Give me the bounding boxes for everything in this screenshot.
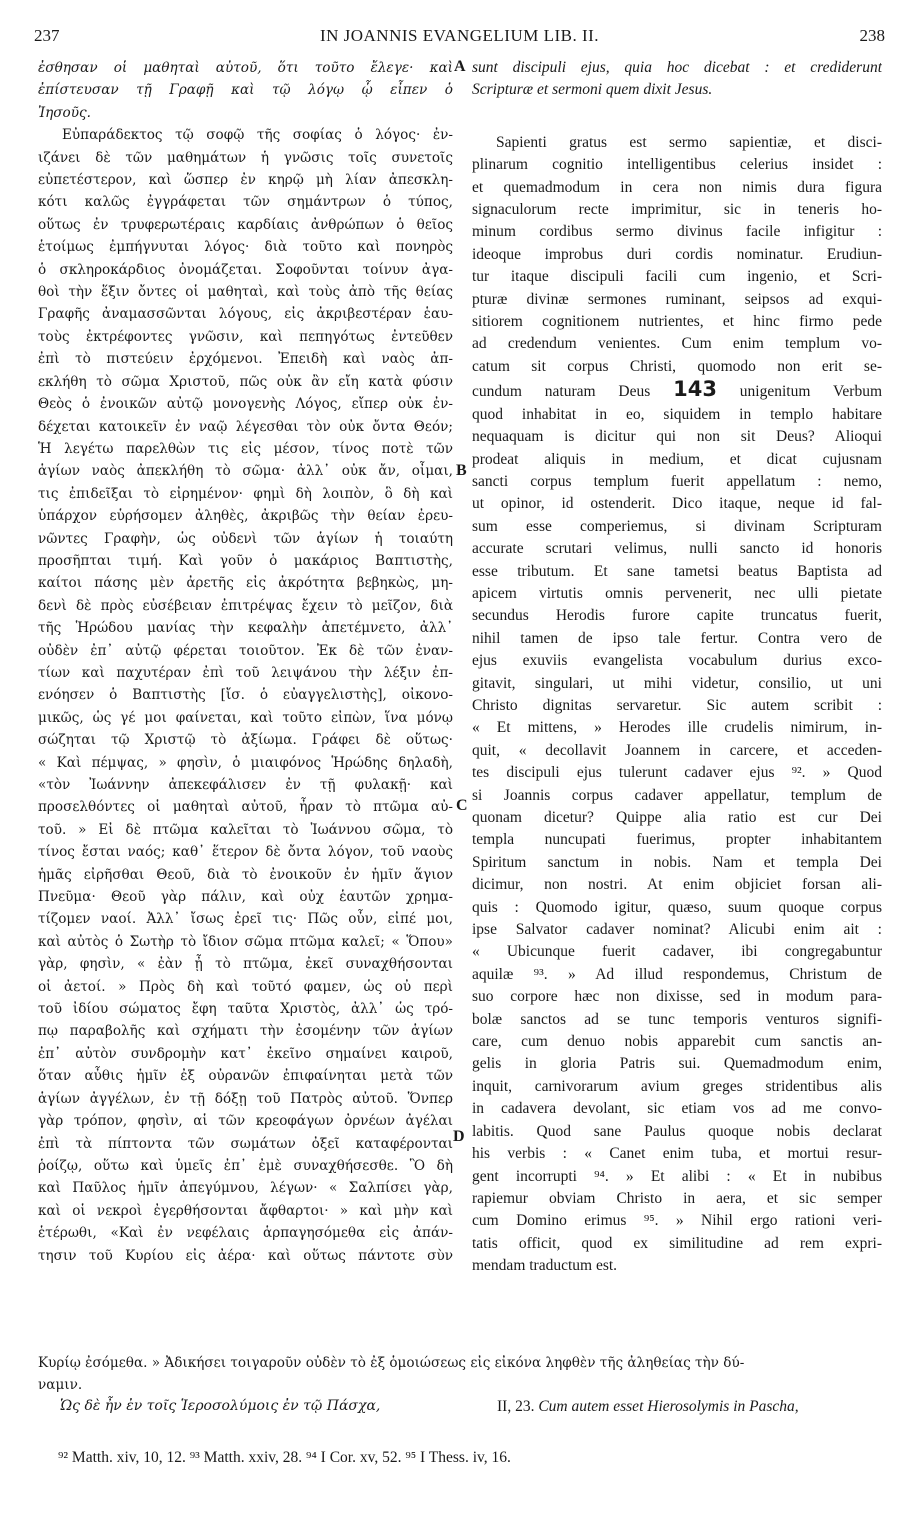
latin-line: sancti corpus templum fuerit appellatum : nemo, — [472, 472, 882, 490]
greek-line: ἐπ᾽ αὐτὸν συνδρομὴν κατ᾽ ἐκεῖνο σημαίνει καιροῦ, — [38, 1045, 453, 1062]
greek-line: δενὶ δὲ πρὸς εὐσέβειαν ἐπιτρέψας ἔχειν τὸ μεῖζον, διὰ — [38, 597, 453, 614]
latin-line-143-pre: cundum naturam Deus — [472, 383, 651, 401]
latin-line: « Et mittens, » Herodes ille crudelis nimirum, in- — [472, 719, 882, 737]
greek-line: οὕτως ἐν τρυφερωτέραις καρδίαις ἀνθρώπων ὁ θεῖος — [38, 216, 453, 233]
latin-line: aquilæ ⁹³. » Ad illud respondemus, Christum de — [472, 965, 882, 983]
latin-line: mendam traductum est. — [472, 1257, 618, 1275]
greek-line: Ἰησοῦς. — [38, 104, 91, 121]
latin-line: templa nuncupati fuerimus, propter inhabitantem — [472, 831, 882, 849]
greek-line: « Καὶ πέμψας, » φησὶν, ὁ μιαιφόνος Ἡρώδης δηλαδὴ, — [38, 754, 453, 771]
greek-line: ἐσθησαν οἱ μαθηταὶ αὐτοῦ, ὅτι τοῦτο ἔλεγε· καὶ — [38, 60, 453, 76]
latin-line: his verbis : « Canet enim tuba, et mortui resur- — [472, 1145, 882, 1163]
latin-line: tatis officit, quod ex similitudine ad rem expri- — [472, 1234, 882, 1252]
latin-line: plinarum cognitio intelligentibus celerius insidet : — [472, 156, 882, 174]
margin-marker-c: C — [456, 797, 468, 814]
greek-line: προσῆπται τιμή. Καὶ γοῦν ὁ μακάριος Βαπτιστὴς, — [38, 552, 453, 569]
greek-line: ὅταν αὖθις ἡμῖν ἐξ οὐρανῶν ἐπιφαίνηται μετὰ τῶν — [38, 1068, 453, 1085]
greek-line: τις ἐπιδεῖξαι τὸ εἰρημένον· φημὶ δὴ λοιπὸν, ὃ δὴ καὶ — [38, 485, 453, 502]
greek-line: ὁ σκληροκάρδιος ὀνομάζεται. Σοφοῦνται τοίνυν ἀγα- — [38, 261, 453, 278]
greek-line: εὐπετέστερον, καὶ ὥσπερ ἐν κηρῷ μὴ λίαν ἀπεσκλη- — [38, 172, 453, 189]
greek-line: γὰρ, φησὶν, « ἐὰν ᾖ τὸ πτῶμα, ἐκεῖ συναχθήσονται — [38, 956, 453, 973]
footnotes: ⁹² Matth. xiv, 10, 12. ⁹³ Matth. xxiv, 28. ⁹⁴ I Cor. xv, 52. ⁹⁵ I Thess. iv, 16. — [58, 1449, 511, 1466]
page-number-right: 238 — [859, 26, 885, 45]
latin-opening — [472, 57, 882, 102]
next-verse-greek: Ὡς δὲ ἦν ἐν τοῖς Ἱεροσολύμοις ἐν τῷ Πάσχα, — [60, 1398, 381, 1414]
greek-line: ἐπίστευσαν τῇ Γραφῇ καὶ τῷ λόγῳ ᾧ εἶπεν ὁ — [38, 82, 453, 99]
greek-line: τοῦ ἰδίου σώματος ἔφη ταῦτα Χριστὸς, ἀλλ᾽ ὡς τρό- — [38, 1001, 453, 1018]
latin-line: ideoque improbus duri cordis nominatur. Erudiun- — [472, 245, 882, 263]
margin-marker-a: A — [454, 58, 466, 75]
latin-line: care, cum denuo nobis apparebit cum sanctis an- — [472, 1033, 882, 1051]
greek-line: τησιν τοῦ Κυρίου εἰς ἀέρα· καὶ οὕτως πάντοτε σὺν — [38, 1247, 453, 1264]
latin-line: secundus Herodis furore capite truncatus fuerit, — [472, 607, 882, 625]
latin-line: tes discipuli ejus tulerunt cadaver ejus ⁹². » Quod — [472, 764, 882, 782]
greek-line: Εὐπαράδεκτος τῷ σοφῷ τῆς σοφίας ὁ λόγος· ἐν- — [62, 127, 453, 144]
full-width-line-2: ναμιν. — [38, 1377, 83, 1393]
greek-line: μικῶς, ὡς γέ μοι φαίνεται, καὶ τοῦτο εἰπὼν, ἵνα μόνῳ — [38, 709, 453, 726]
greek-line: δέχεται κατοικεῖν ἐν ναῷ λέγεσθαι τὸν οὐκ ὄντα Θεόν; — [38, 418, 453, 435]
latin-line: quod inhabitat in eo, siquidem in templo habitare — [472, 405, 882, 423]
greek-line: τίων καὶ παχυτέραν ἐπὶ τοῦ λειψάνου τὴν λέξιν ἐπ- — [38, 664, 453, 681]
page-header — [34, 26, 885, 52]
greek-line: οἱ ἀετοί. » Πρὸς δὴ καὶ τοῦτό φαμεν, ὡς οὐ περὶ — [38, 978, 453, 995]
latin-line: quis : Quomodo igitur, quæso, suum quoque corpus — [472, 898, 882, 916]
greek-line: κότι καλῶς ἐγγράφεται τῶν σημάντρων ὁ τύπος, — [38, 194, 453, 211]
latin-line: sum esse comperiemus, si divinam Scripturam — [472, 517, 882, 535]
verse-reference: II, 23. — [497, 1398, 535, 1415]
greek-line: τοῦ. » Εἰ δὲ πτῶμα καλεῖται τὸ Ἰωάννου σῶμα, τὸ — [38, 821, 453, 838]
latin-line: suo corpore hæc non dixisse, sed in modum para- — [472, 988, 882, 1006]
greek-line: καὶ αὐτὸς ὁ Σωτὴρ τὸ ἴδιον σῶμα πτῶμα καλεῖ; « Ὅπου» — [38, 933, 453, 950]
greek-line: ἑτοίμως ἐμπήγνυται λόγος· διὰ τοῦτο καὶ πονηρὸς — [38, 239, 453, 256]
latin-line-143 — [472, 378, 882, 403]
greek-line: τίζομεν ναοί. Ἀλλ᾽ ἴσως ἐρεῖ τις· Πῶς οὖν, εἰπέ μοι, — [38, 911, 453, 928]
latin-line: apicem virtutis omnis pervenerit, nec ulli pietate — [472, 584, 882, 602]
latin-line: pturæ divinæ sermones ruminant, seipsos ad exqui- — [472, 290, 882, 308]
latin-line: Sapienti gratus est sermo sapientiæ, et disci- — [496, 133, 882, 151]
greek-line: τίνος ἔσται ναός; καθ᾽ ἕτερον δὲ ὄντα λόγον, τοῦ ναοὺς — [38, 844, 453, 861]
greek-column — [38, 57, 453, 1267]
greek-line: Θεὸς ὁ ἐνοικῶν αὐτῷ μονογενὴς Λόγος, εἴπερ οὐκ ἐν- — [38, 396, 453, 413]
greek-line: ἐπὶ τὸ πιστεύειν ἐρχόμενοι. Ἐπειδὴ καὶ ναὸς ἀπ- — [38, 351, 453, 368]
full-width-greek — [38, 1352, 881, 1396]
latin-line: gent incorrupti ⁹⁴. » Et alibi : « Et in nubibus — [472, 1167, 882, 1185]
margin-marker-d: D — [453, 1128, 465, 1145]
latin-line: quonam dicetur? Quippe alia ratio est cur Dei — [472, 809, 882, 826]
greek-line: Ἡ λεγέτω παρελθὼν τις εἰς μέσον, τίνος ποτὲ τῶν — [38, 440, 453, 457]
greek-line: καίτοι πάσης μὲν ἀρετῆς εἰς ἀκρότητα βεβηκὼς, μη- — [38, 575, 453, 592]
page-number-left: 237 — [34, 26, 60, 45]
latin-paragraph-part-2 — [472, 404, 882, 1278]
latin-line: quit, « decollavit Joannem in carcere, et acceden- — [472, 741, 882, 759]
latin-line: dicimur, non nostri. At enim objiciet forsan ali- — [472, 876, 882, 894]
latin-line: inquit, carnivorarum avium greges stridentibus alis — [472, 1077, 882, 1095]
greek-line: ἁγίων ἀγγέλων, ἐν τῇ δόξῃ τοῦ Πατρὸς αὐτοῦ. Ὅνπερ — [38, 1090, 453, 1107]
greek-line: θοὶ τὴν ἕξιν ὄντες οἱ μαθηταὶ, καὶ τοὺς ἀπὸ τῆς θείας — [38, 284, 453, 301]
greek-line: καὶ Παῦλος ἡμῖν ἀπεγύμνου, λέγων· « Σαλπίσει γὰρ, — [38, 1180, 453, 1197]
latin-line: gitavit, singulari, ut mihi videtur, consilio, ut uni — [472, 674, 882, 692]
greek-line: ὑπάρχον εὑρήσομεν ἀληθὲς, ἀκριβῶς τὴν θείαν ἐρευ- — [38, 508, 453, 525]
latin-line: signaculorum recte imprimitur, sic in teneris ho- — [472, 201, 882, 219]
latin-line: ut opinor, id ostenderit. Dico itaque, neque id fal- — [472, 495, 882, 513]
greek-line: ιζάνει δὲ τῶν μαθημάτων ἡ γνῶσις τοῖς συνετοῖς — [38, 149, 453, 166]
latin-line: accurate scrutari velimus, nulli sancto id honoris — [472, 540, 882, 558]
latin-column — [472, 57, 882, 1278]
greek-line: ῥοίζῳ, οὕτω καὶ ὑμεῖς ἐπ᾽ ἐμὲ συναχθήσεσθε. Ὃ δὴ — [38, 1157, 453, 1174]
latin-line: nihil tamen de ipso tale fertur. Contra vero de — [472, 629, 882, 647]
full-width-line-1: Κυρίῳ ἐσόμεθα. » Ἀδικήσει τοιγαροῦν οὐδὲν τὸ ἐξ ὁμοιώσεως εἰς εἰκόνα ληφθὲν τῆς ἀληθείας τὴν δύ- — [38, 1355, 745, 1371]
greek-line: ἐπὶ τὰ πίπτοντα τῶν σωμάτων ὀξεῖ καταφέρονται — [38, 1135, 453, 1152]
latin-paragraph-part-1 — [472, 132, 882, 378]
greek-line: ἑτέρωθι, «Καὶ ἐν νεφέλαις ἁρπαγησόμεθα εἰς ἀπάν- — [38, 1225, 453, 1242]
greek-line: Γραφῆς ἀναμασσῶνται λόγους, εἰς ἀκριβεστέραν ἑαυ- — [38, 306, 453, 323]
next-verse-latin — [497, 1398, 799, 1416]
latin-line: nequaquam is dicitur qui non sit Deus? Alioqui — [472, 428, 882, 446]
latin-line: ejus exuviis evangelista vocabulum durius exco- — [472, 652, 882, 670]
latin-line: labitis. Quod sane Paulus quoque nobis declarat — [472, 1122, 882, 1140]
greek-line: σώζηται τῷ Χριστῷ τὸ ἀξίωμα. Γράφει δὲ οὕτως· — [38, 732, 453, 749]
latin-line: Scripturæ et sermoni quem dixit Jesus. — [472, 81, 713, 99]
latin-line: Christo dignitas servaretur. Sic autem scribit : — [472, 696, 882, 714]
latin-line: ipse Salvator cadaver nominat? Alicubi enim ait : — [472, 921, 882, 939]
greek-line: ἡμᾶς εἰρῆσθαι Θεοῦ, διὰ τὸ ἐνοικοῦν ἐν ἡμῖν ἅγιον — [38, 866, 453, 883]
margin-marker-b: B — [456, 462, 467, 479]
greek-line: τῆς Ἡρώδου μανίας τὴν κεφαλὴν ἀπετέμνετο, ἀλλ᾽ — [38, 620, 453, 637]
latin-line: sunt discipuli ejus, quia hoc dicebat : et crediderunt — [472, 59, 882, 76]
greek-line: τοὺς ἐκτρέφοντες γνῶσιν, καὶ πεπηγότως ἐντεῦθεν — [38, 328, 453, 345]
latin-line: prodeat aliquis in medium, et dicat cujusnam — [472, 450, 882, 468]
latin-line: rapiemur obviam Christo in aera, et sic semper — [472, 1189, 882, 1207]
latin-line: gelis in gloria Patris sui. Quemadmodum enim, — [472, 1055, 882, 1073]
latin-line: catum sit corpus Christi, quomodo non erit se- — [472, 357, 882, 375]
latin-line: sitiorem cognitionem nutrientes, et hinc firmo pede — [472, 313, 882, 331]
latin-line: cum Domino erimus ⁹⁵. » Nihil ergo rationi veri- — [472, 1212, 882, 1230]
greek-line: Πνεῦμα· Θεοῦ γὰρ πάλιν, καὶ οὐχ ἑαυτῶν χρημα- — [38, 889, 453, 906]
greek-line: πῳ παραβολῆς καὶ σχήματι τὴν ἐσομένην τῶν ἁγίων — [38, 1023, 453, 1040]
greek-line: ἁγίων ναὸς ἀπεκλήθη τὸ σῶμα· ἀλλ᾽ οὐκ ἄν, οἶμαι, — [38, 463, 453, 480]
column-number-143: 143 — [673, 378, 717, 402]
latin-line: et quemadmodum in cera non nimis dura figura — [472, 178, 882, 196]
latin-line: « Ubicunque fuerit cadaver, ibi congregabuntur — [472, 943, 882, 961]
latin-line: in cadavera devolant, sic etiam vos ad me convo- — [472, 1100, 882, 1118]
greek-line: καὶ οἱ νεκροὶ ἐγερθήσονται ἄφθαρτοι· » καὶ μὴν καὶ — [38, 1202, 453, 1219]
greek-line: νῶντες Γραφὴν, ὡς οὐδενὶ τῶν ἁγίων ἡ τοιαύτη — [38, 530, 453, 547]
latin-line: esse tributum. Et sane tametsi beatus Baptista ad — [472, 562, 882, 580]
greek-line: ενόησεν ὁ Βαπτιστὴς [ἴσ. ὁ εὐαγγελιστὴς], οἰκονο- — [38, 687, 453, 704]
latin-line: si Joannis corpus cadaver appellatur, templum de — [472, 786, 882, 804]
running-title: IN JOANNIS EVANGELIUM LIB. II. — [319, 26, 600, 45]
latin-line: bolæ sanctos ad se tunc temporis venturos signifi- — [472, 1010, 882, 1028]
latin-line-143-post: unigenitum Verbum — [739, 383, 882, 401]
latin-line: tur itaque discipuli facili cum ingenio, et Scri- — [472, 268, 882, 286]
paragraph-gap — [472, 102, 882, 132]
greek-line: οὐδὲν ἐπ᾽ αὐτῷ φέρεται τοιοῦτον. Ἐκ δὲ τῶν ἐναν- — [38, 642, 453, 659]
latin-line: minum cordibus sermo divinus facile infigitur : — [472, 223, 882, 241]
latin-line: Spiritum sanctum in nobis. Nam et templa Dei — [472, 853, 882, 871]
latin-line: ad credendum venientes. Cum enim templum vo- — [472, 335, 882, 353]
greek-line: εκλήθη τὸ σῶμα Χριστοῦ, πῶς οὐκ ἂν εἴη κατὰ φύσιν — [38, 373, 453, 390]
verse-latin-text: Cum autem esset Hierosolymis in Pascha, — [538, 1398, 799, 1415]
greek-line: γὰρ τρόπον, φησὶν, αἱ τῶν κρεοφάγων ὀρνέων ἀγέλαι — [38, 1113, 453, 1130]
greek-line: «τὸν Ἰωάννην ἀπεκεφάλισεν ἐν τῇ φυλακῇ· καὶ — [38, 777, 453, 793]
greek-line: προσελθόντες οἱ μαθηταὶ αὐτοῦ, ἦραν τὸ πτῶμα αὐ- — [38, 799, 453, 816]
